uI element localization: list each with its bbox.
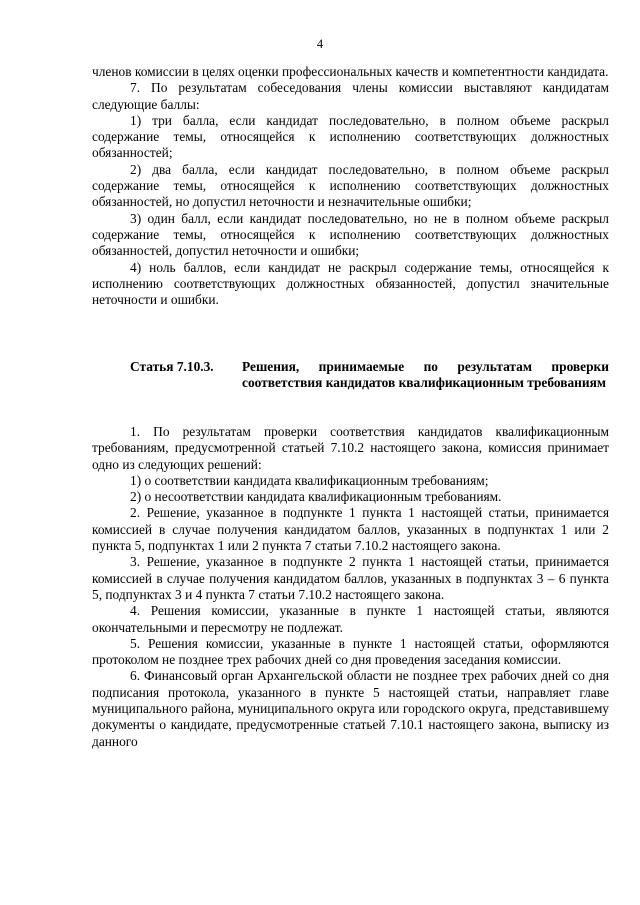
paragraph-item-5: 5. Решения комиссии, указанные в пункте 1 настоящей статьи, оформляются протоколом не позднее трех рабочих дней со дня проведения заседания комиссии. <box>92 635 609 668</box>
article-title: Решения, принимаемые по результатам проверки соответствия кандидатов квалификационным требованиям <box>242 359 609 391</box>
paragraph-item-1: 1. По результатам проверки соответствия кандидатов квалификационным требованиям, предусмотренной статьей 7.10.2 настоящего закона, комиссия принимает одно из следующих решений: <box>92 424 609 472</box>
paragraph-item-6: 6. Финансовый орган Архангельской области не позднее трех рабочих дней со дня подписания протокола, указанного в пункте 5 настоящей статьи, направляет главе муниципального района, муниципального округа или городского округа, представившему документы о кандидате, предусмотренные статьей 7.10.1 настоящего закона, выписку из данного <box>92 668 609 749</box>
paragraph-item-1-sub-1: 1) о соответствии кандидата квалификационным требованиям; <box>130 472 489 488</box>
page-number: 4 <box>316 37 324 51</box>
paragraph-item-1-sub-2: 2) о несоответствии кандидата квалификационным требованиям. <box>130 489 502 505</box>
paragraph-item-4: 4. Решения комиссии, указанные в пункте 1 настоящей статьи, являются окончательными и пересмотру не подлежат. <box>92 603 609 635</box>
bottom-text-block <box>92 424 609 750</box>
paragraph-item-7: 7. По результатам собеседования члены комиссии выставляют кандидатам следующие баллы: <box>92 80 609 112</box>
paragraph-subitem-1: 1) три балла, если кандидат последовательно, в полном объеме раскрыл содержание темы, относящейся к исполнению соответствующих должностных обязанностей; <box>92 112 609 161</box>
article-number: Статья 7.10.3. <box>130 359 214 374</box>
paragraph-subitem-2: 2) два балла, если кандидат последовательно, в полном объеме раскрыл содержание темы, относящейся к исполнению соответствующих должностных обязанностей, но допустил неточности и незначительные ошибки; <box>92 161 609 210</box>
paragraph-subitem-4: 4) ноль баллов, если кандидат не раскрыл содержание темы, относящейся к исполнению соответствующих должностных обязанностей, допустил значительные неточности и ошибки. <box>92 259 609 308</box>
paragraph-subitem-3: 3) один балл, если кандидат последовательно, но не в полном объеме раскрыл содержание темы, относящейся к исполнению соответствующих должностных обязанностей, допустил неточности и ошибки; <box>92 210 609 259</box>
paragraph-continuation: членов комиссии в целях оценки профессиональных качеств и компетентности кандидата. <box>92 64 609 79</box>
paragraph-item-3: 3. Решение, указанное в подпункте 2 пункта 1 настоящей статьи, принимается комиссией в случае получения кандидатом баллов, указанных в подпунктах 3 – 6 пункта 5, подпунктах 3 и 4 пункта 7 статьи 7.10.2 настоящего закона. <box>92 554 609 602</box>
top-text-block <box>92 64 609 308</box>
paragraph-item-2: 2. Решение, указанное в подпункте 1 пункта 1 настоящей статьи, принимается комиссией в случае получения кандидатом баллов, указанных в подпунктах 1 или 2 пункта 5, подпунктах 1 или 2 пункта 7 статьи 7.10.2 настоящего закона. <box>92 505 609 554</box>
